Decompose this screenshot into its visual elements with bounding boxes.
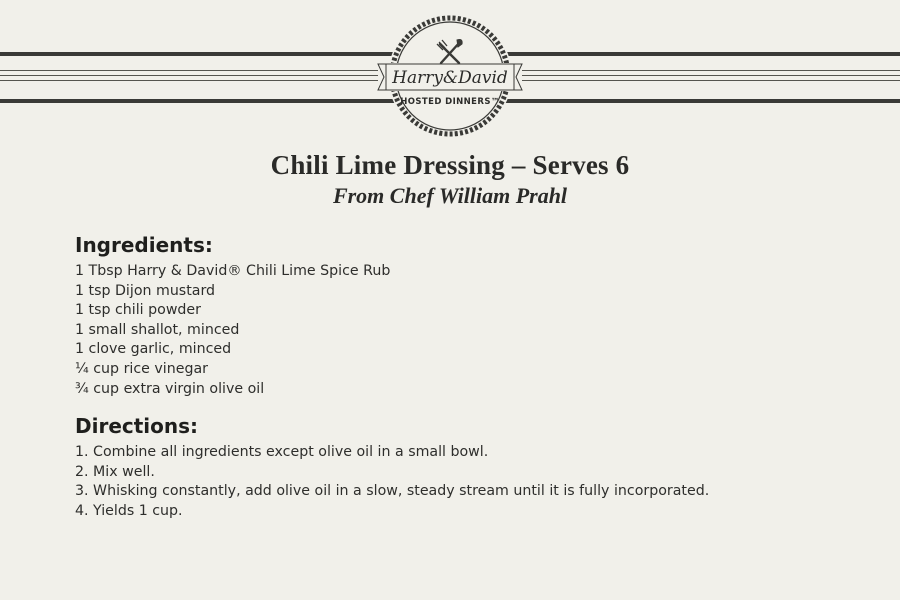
ingredients-section [75,232,855,399]
title-block [0,148,900,210]
header-band [0,0,900,140]
direction-step: 2. Mix well. [75,463,155,480]
brand-tagline: HOSTED DINNERS™ [400,97,500,107]
recipe-content [75,232,855,522]
direction-step: 4. Yields 1 cup. [75,502,183,519]
header-rules [0,0,900,140]
direction-step: 1. Combine all ingredients except olive oil in a small bowl. [75,444,489,461]
ingredient-item: 1 tsp chili powder [75,302,201,319]
ingredient-item: ¾ cup extra virgin olive oil [75,380,265,397]
ingredient-item: ¼ cup rice vinegar [75,360,208,377]
direction-step: 3. Whisking constantly, add olive oil in a slow, steady stream until it is fully incorporated. [75,483,710,500]
directions-list [75,443,855,521]
ingredient-item: 1 small shallot, minced [75,321,240,338]
directions-section [75,413,855,521]
recipe-subtitle: From Chef William Prahl [332,183,568,208]
ingredient-item: 1 clove garlic, minced [75,341,232,358]
directions-heading: Directions: [75,414,199,439]
ingredients-heading: Ingredients: [75,233,213,257]
brand-name: Harry&David [392,68,508,88]
ingredient-item: 1 tsp Dijon mustard [75,282,216,299]
ingredients-list [75,262,855,399]
ingredient-item: 1 Tbsp Harry & David® Chili Lime Spice Rub [75,263,391,279]
recipe-title: Chili Lime Dressing – Serves 6 [270,150,630,180]
